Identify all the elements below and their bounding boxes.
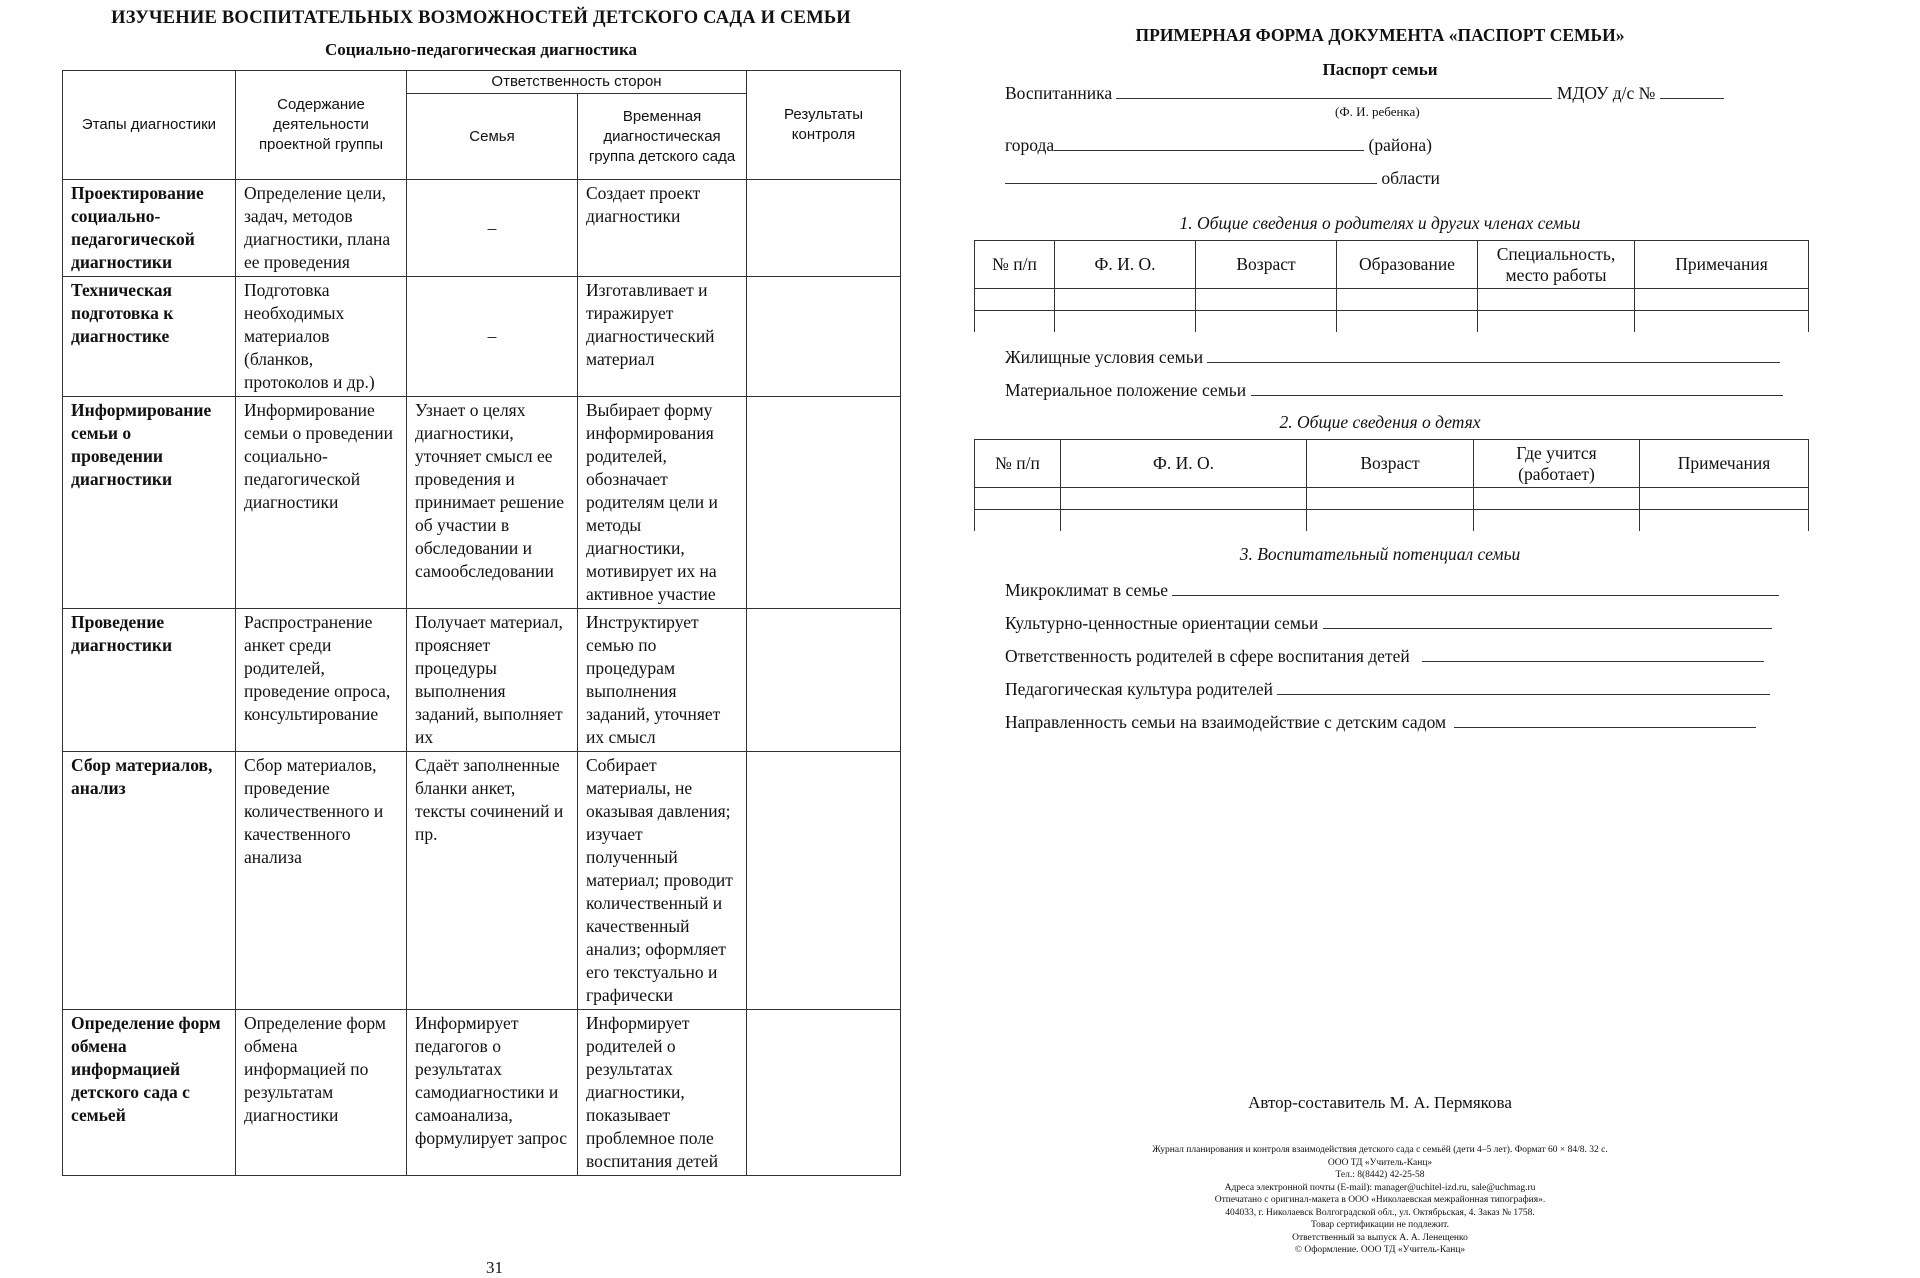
col-header: Примечания [1640,440,1809,488]
header-content: Содержание деятельности проектной группы [236,71,407,180]
cell-family: – [407,277,578,397]
table-row [975,289,1809,311]
header-responsibility: Ответственность сторон [407,71,747,94]
housing-line [1005,346,1780,368]
col-header: Специальность, место работы [1478,241,1635,289]
parents-table [974,240,1809,332]
field-label: Ответственность родителей в сфере воспитания детей [1005,646,1410,666]
imprint-line: Товар сертификации не подлежит. [1311,1220,1449,1230]
culture-field[interactable] [1277,678,1770,695]
page-subtitle: Социально-педагогическая диагностика [324,40,638,59]
children-table [974,439,1809,531]
imprint-line: © Оформление. ООО ТД «Учитель-Канц» [1294,1245,1466,1255]
cell-content: Определение форм обмена информацией по результатам диагностики [236,1010,407,1176]
city-field[interactable] [1054,134,1364,151]
page-title: ИЗУЧЕНИЕ ВОСПИТАТЕЛЬНЫХ ВОЗМОЖНОСТЕЙ ДЕТСКОГО САДА И СЕМЬИ [111,8,851,28]
cell-results [747,277,901,397]
cell-results [747,1010,901,1176]
table-cell[interactable] [1307,510,1474,532]
pupil-label: Воспитанника [1005,83,1113,103]
microclimate-field[interactable] [1172,579,1779,596]
potential-line [1005,678,1770,700]
region-field[interactable] [1005,167,1377,184]
table-cell[interactable] [975,311,1055,333]
cell-results [747,397,901,609]
cell-family: Узнает о целях диагностики, уточняет смысл ее проведения и принимает решение об участии в обследовании и самообследовании [407,397,578,609]
page-number: 31 [486,1258,503,1277]
table-cell[interactable] [1061,488,1307,510]
field-label: Педагогическая культура родителей [1005,679,1273,699]
cell-content: Определение цели, задач, методов диагностики, плана ее проведения [236,180,407,277]
material-label: Материальное положение семьи [1005,380,1247,400]
table-cell[interactable] [975,289,1055,311]
page-subtitle: Паспорт семьи [1322,60,1438,79]
header-temp-group: Временная диагностическая группа детского сада [578,94,747,180]
col-header: Возраст [1196,241,1337,289]
cell-group: Информирует родителей о результатах диагностики, показывает проблемное поле воспитания детей [578,1010,747,1176]
region-label: области [1381,168,1440,188]
author-line: Автор-составитель М. А. Пермякова [1248,1093,1512,1112]
section-heading-2: 2. Общие сведения о детях [1279,412,1481,432]
potential-line [1005,612,1772,634]
page-title: ПРИМЕРНАЯ ФОРМА ДОКУМЕНТА «ПАСПОРТ СЕМЬИ» [1135,25,1625,45]
mdou-number-field[interactable] [1660,82,1724,99]
cell-content: Подготовка необходимых материалов (бланков, протоколов и др.) [236,277,407,397]
interaction-field[interactable] [1454,711,1756,728]
right-page [960,0,1920,1269]
table-cell[interactable] [1337,289,1478,311]
field-label: Культурно-ценностные ориентации семьи [1005,613,1319,633]
table-row [975,510,1809,532]
field-label: Микроклимат в семье [1005,580,1169,600]
table-cell[interactable] [1055,289,1196,311]
potential-line [1005,579,1779,601]
cell-family: – [407,180,578,277]
material-field[interactable] [1251,379,1783,396]
cell-results [747,180,901,277]
imprint-line: 404033, г. Николаевск Волгоградской обл., ул. Октябрьская, 4. Заказ № 1758. [1225,1207,1535,1218]
cell-results [747,752,901,1010]
header-results: Результаты контроля [747,71,901,180]
table-cell[interactable] [1474,488,1640,510]
imprint-line: Адреса электронной почты (E-mail): manager@uchitel-izd.ru, sale@uchmag.ru [1224,1182,1536,1193]
table-row [63,277,901,397]
cell-stage: Определение форм обмена информацией детского сада с семьей [63,1010,236,1176]
table-row [63,752,901,1010]
col-header: Ф. И. О. [1055,241,1196,289]
values-field[interactable] [1323,612,1772,629]
table-cell[interactable] [1640,488,1809,510]
imprint-line: Журнал планирования и контроля взаимодействия детского сада с семьёй (дети 4–5 лет). Формат 60 × 84/8. 32 с. [1152,1145,1608,1155]
table-cell[interactable] [1337,311,1478,333]
fio-caption: (Ф. И. ребенка) [1335,104,1420,119]
section-heading-3: 3. Воспитательный потенциал семьи [1239,544,1521,564]
cell-group: Собирает материалы, не оказывая давления; изучает полученный материал; проводит количественный и качественный анализ; оформляет его текстуально и графически [578,752,747,1010]
housing-label: Жилищные условия семьи [1005,347,1204,367]
housing-field[interactable] [1207,346,1780,363]
table-cell[interactable] [1478,289,1635,311]
col-header: № п/п [975,241,1055,289]
cell-stage: Проведение диагностики [63,609,236,752]
field-label: Направленность семьи на взаимодействие с детским садом [1005,712,1447,732]
cell-stage: Проектирование социально-педагогической диагностики [63,180,236,277]
cell-content: Информирование семьи о проведении социально-педагогической диагностики [236,397,407,609]
cell-content: Распространение анкет среди родителей, проведение опроса, консультирование [236,609,407,752]
table-cell[interactable] [1196,311,1337,333]
imprint-line: Ответственный за выпуск А. А. Ленещенко [1292,1232,1468,1243]
potential-line [1005,711,1756,733]
cell-group: Выбирает форму информирования родителей, обозначает родителям цели и методы диагностики, мотивирует их на активное участие [578,397,747,609]
table-cell[interactable] [1635,289,1809,311]
cell-group: Изготавливает и тиражирует диагностический материал [578,277,747,397]
table-cell[interactable] [975,510,1061,532]
imprint-line: Тел.: 8(8442) 42-25-58 [1335,1170,1425,1180]
header-family: Семья [407,94,578,180]
table-cell[interactable] [1307,488,1474,510]
table-cell[interactable] [1061,510,1307,532]
col-header: Образование [1337,241,1478,289]
imprint-line: Отпечатано с оригинал-макета в ООО «Николаевская межрайонная типография». [1214,1195,1546,1205]
table-cell[interactable] [1640,510,1809,532]
table-cell[interactable] [1055,311,1196,333]
cell-stage: Информирование семьи о проведении диагностики [63,397,236,609]
col-header: Ф. И. О. [1061,440,1307,488]
left-page [0,0,960,1277]
section-heading-1: 1. Общие сведения о родителях и других членах семьи [1179,213,1581,233]
table-cell[interactable] [1196,289,1337,311]
pupil-line [1005,82,1724,104]
cell-results [747,609,901,752]
table-row [975,488,1809,510]
cell-stage: Техническая подготовка к диагностике [63,277,236,397]
imprint-line: ООО ТД «Учитель-Канц» [1327,1157,1433,1168]
table-row [63,609,901,752]
cell-family: Получает материал, проясняет процедуры выполнения заданий, выполняет их [407,609,578,752]
region-line [1005,167,1440,189]
col-header: Примечания [1635,241,1809,289]
table-cell[interactable] [1635,311,1809,333]
responsibility-field[interactable] [1422,645,1764,662]
table-cell[interactable] [1474,510,1640,532]
material-line [1005,379,1783,401]
city-label: города [1005,135,1055,155]
table-row [63,180,901,277]
mdou-label: МДОУ д/с № [1556,83,1656,103]
cell-content: Сбор материалов, проведение количественного и качественного анализа [236,752,407,1010]
diagnostics-table [62,70,901,1176]
table-row [975,311,1809,333]
cell-family: Сдаёт заполненные бланки анкет, тексты сочинений и пр. [407,752,578,1010]
cell-group: Создает проект диагностики [578,180,747,277]
table-cell[interactable] [975,488,1061,510]
table-cell[interactable] [1478,311,1635,333]
cell-group: Инструктирует семью по процедурам выполнения заданий, уточняет их смысл [578,609,747,752]
district-label: (района) [1368,135,1432,155]
col-header: № п/п [975,440,1061,488]
table-row [63,397,901,609]
col-header: Где учится (работает) [1474,440,1640,488]
table-row [63,1010,901,1176]
header-stages: Этапы диагностики [63,71,236,180]
imprint-block [960,1144,1800,1257]
cell-stage: Сбор материалов, анализ [63,752,236,1010]
city-line [1005,134,1432,156]
pupil-name-field[interactable] [1116,82,1552,99]
cell-family: Информирует педагогов о результатах самодиагностики и самоанализа, формулирует запрос [407,1010,578,1176]
potential-line [1005,645,1764,667]
col-header: Возраст [1307,440,1474,488]
